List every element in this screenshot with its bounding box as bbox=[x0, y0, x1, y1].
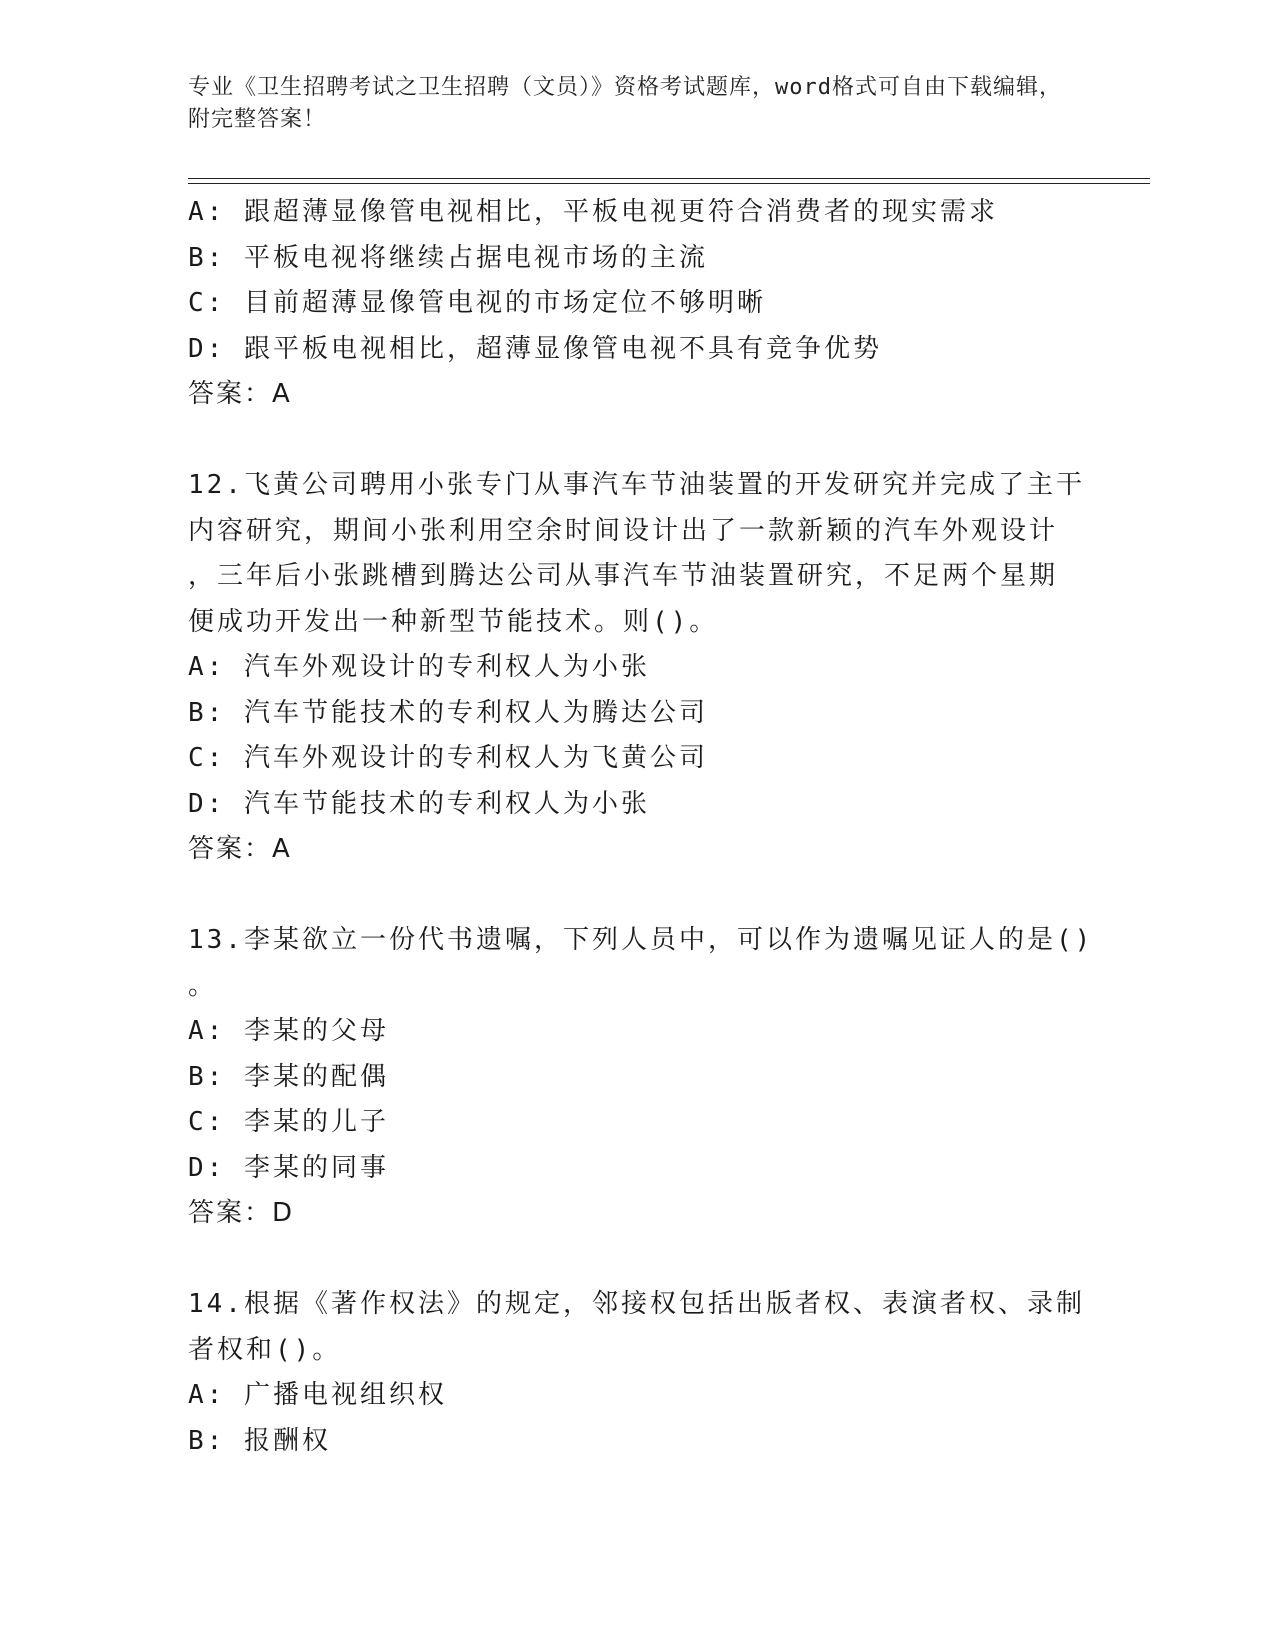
q13-option-d: D: 李某的同事 bbox=[188, 1152, 389, 1183]
q12-stem-line-1: 12.飞黄公司聘用小张专门从事汽车节油装置的开发研究并完成了主干 bbox=[188, 470, 1085, 500]
q14-option-b: B: 报酬权 bbox=[188, 1425, 331, 1456]
q12-option-a: A: 汽车外观设计的专利权人为小张 bbox=[188, 652, 650, 682]
q11-answer: 答案：A bbox=[188, 379, 292, 409]
q14-option-a: A: 广播电视组织权 bbox=[188, 1380, 447, 1410]
q13-option-c: C: 李某的儿子 bbox=[188, 1107, 389, 1137]
q11-option-a: A: 跟超薄显像管电视相比，平板电视更符合消费者的现实需求 bbox=[188, 197, 998, 227]
q11-option-b: B: 平板电视将继续占据电视市场的主流 bbox=[188, 242, 708, 273]
document-header: 专业《卫生招聘考试之卫生招聘（文员）》资格考试题库，word格式可自由下载编辑，附完整答案！ bbox=[188, 75, 1062, 132]
q13-answer: 答案：D bbox=[188, 1198, 295, 1228]
question-13 bbox=[188, 918, 1094, 1237]
question-content bbox=[188, 190, 1094, 1464]
q12-option-d: D: 汽车节能技术的专利权人为小张 bbox=[188, 788, 650, 819]
question-11 bbox=[188, 190, 1078, 418]
q12-stem-line-4: 便成功开发出一种新型节能技术。则()。 bbox=[188, 606, 719, 637]
q12-option-b: B: 汽车节能技术的专利权人为腾达公司 bbox=[188, 697, 708, 728]
q12-stem-line-3: ，三年后小张跳槽到腾达公司从事汽车节油装置研究，不足两个星期 bbox=[188, 561, 1059, 591]
q11-option-c: C: 目前超薄显像管电视的市场定位不够明晰 bbox=[188, 288, 766, 318]
q14-stem-line-2: 者权和()。 bbox=[188, 1334, 342, 1365]
question-12 bbox=[188, 463, 1085, 873]
q13-option-b: B: 李某的配偶 bbox=[188, 1061, 389, 1092]
q12-stem-line-2: 内容研究，期间小张利用空余时间设计出了一款新颖的汽车外观设计 bbox=[188, 515, 1059, 546]
header-rule-bottom bbox=[188, 183, 1150, 184]
q14-stem-line-1: 14.根据《著作权法》的规定，邻接权包括出版者权、表演者权、录制 bbox=[188, 1289, 1085, 1319]
q12-answer: 答案：A bbox=[188, 834, 292, 864]
q12-option-c: C: 汽车外观设计的专利权人为飞黄公司 bbox=[188, 743, 708, 773]
spacer bbox=[188, 1237, 1078, 1283]
q13-stem-line-1: 13.李某欲立一份代书遗嘱，下列人员中，可以作为遗嘱见证人的是() bbox=[188, 925, 1094, 955]
q13-option-a: A: 李某的父母 bbox=[188, 1016, 389, 1046]
q11-option-d: D: 跟平板电视相比，超薄显像管电视不具有竞争优势 bbox=[188, 333, 882, 364]
spacer bbox=[188, 873, 1078, 919]
question-14 bbox=[188, 1282, 1085, 1464]
spacer bbox=[188, 418, 1078, 464]
q13-stem-line-2: 。 bbox=[188, 970, 218, 1001]
header-rule-top bbox=[188, 178, 1150, 179]
